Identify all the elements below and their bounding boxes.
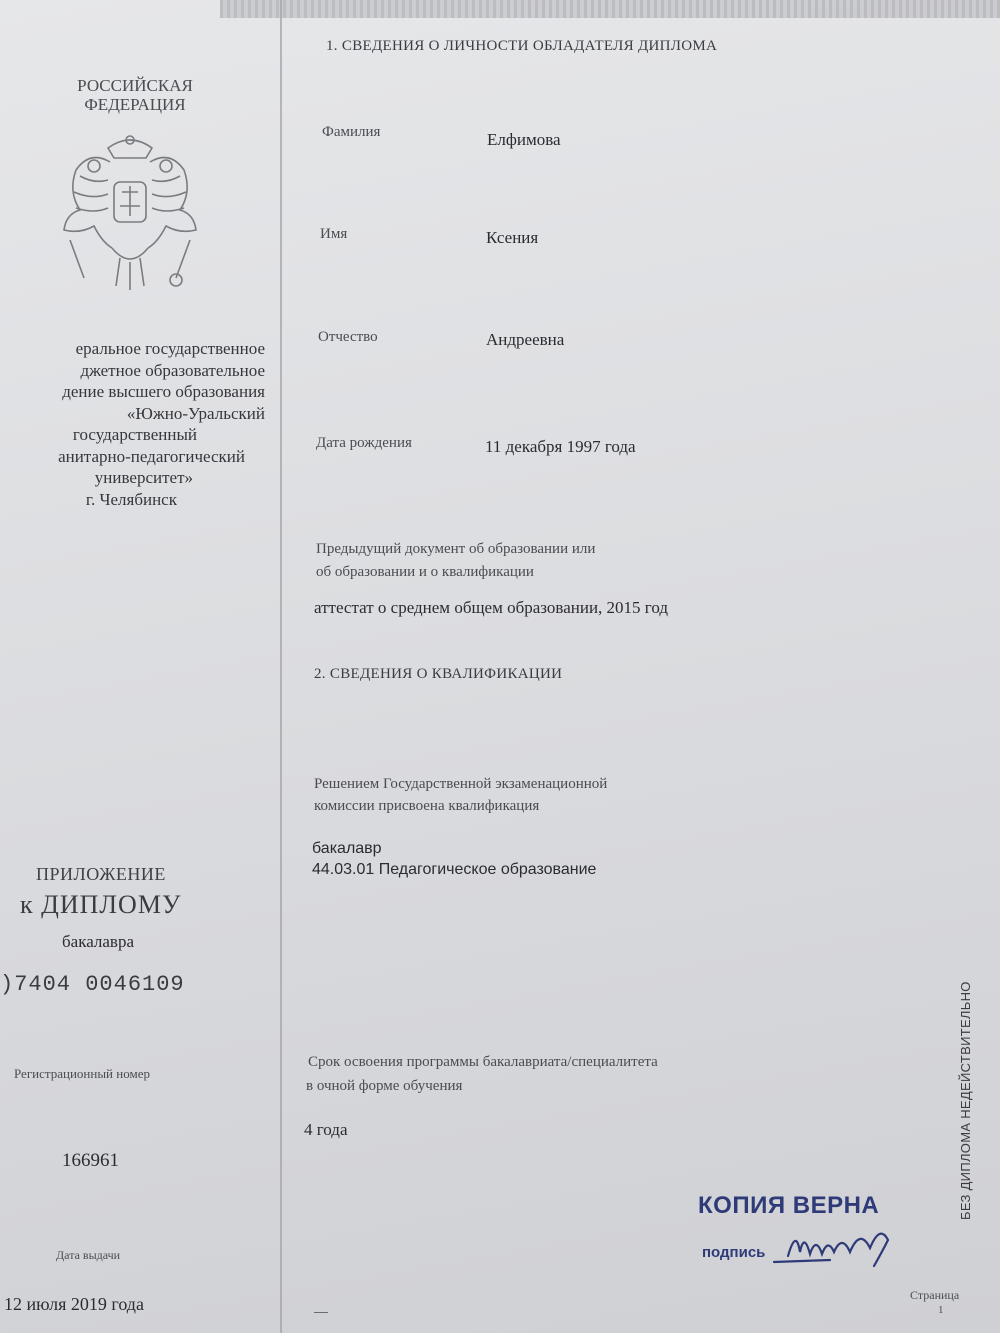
country-line-1: РОССИЙСКАЯ (77, 76, 193, 95)
patronymic-label: Отчество (318, 329, 378, 345)
org-line: г. Челябинск (85, 489, 177, 509)
copy-true-stamp: КОПИЯ ВЕРНА (698, 1192, 880, 1219)
patronymic-value: Андреевна (486, 330, 565, 349)
surname-value: Елфимова (487, 130, 561, 149)
org-line: государственный (72, 425, 197, 444)
surname-label: Фамилия (322, 124, 381, 140)
qualification-line-2: 44.03.01 Педагогическое образование (312, 861, 597, 878)
term-label-2: в очной форме обучения (306, 1078, 463, 1094)
page-number: 1 (938, 1304, 944, 1316)
decision-line-2: комиссии присвоена квалификация (314, 798, 540, 814)
top-edge-strip (220, 0, 1000, 18)
degree-level: бакалавра (62, 932, 134, 951)
signature-label: подпись (702, 1244, 766, 1261)
name-label: Имя (320, 226, 348, 242)
serial-number: )7404 0046109 (0, 972, 185, 997)
prev-doc-label-1: Предыдущий документ об образовании или (316, 541, 596, 557)
birth-date-value: 11 декабря 1997 года (485, 437, 636, 456)
org-line: анитарно-педагогический (58, 446, 245, 466)
section2-title: 2. СВЕДЕНИЯ О КВАЛИФИКАЦИИ (314, 666, 563, 682)
country-name (60, 76, 210, 114)
term-value: 4 года (304, 1120, 348, 1139)
issue-date-label: Дата выдачи (56, 1248, 121, 1262)
registration-number: 166961 (62, 1150, 119, 1171)
birth-date-label: Дата рождения (316, 435, 412, 451)
country-line-2: ФЕДЕРАЦИЯ (84, 95, 186, 114)
issue-date: 12 июля 2019 года (4, 1294, 144, 1314)
org-line: университет» (94, 468, 193, 487)
org-line: еральное государственное (75, 339, 265, 358)
footer-dash (314, 1312, 328, 1313)
qualification-line-1: бакалавр (312, 840, 382, 857)
prev-doc-value: аттестат о среднем общем образовании, 2015 год (314, 598, 669, 617)
page-label: Страница (910, 1288, 960, 1302)
diploma-title: к ДИПЛОМУ (20, 890, 182, 919)
signature-icon (770, 1222, 910, 1272)
coat-of-arms-icon (50, 130, 210, 295)
name-value: Ксения (486, 228, 539, 247)
appendix-title: ПРИЛОЖЕНИЕ (36, 864, 166, 884)
registration-label: Регистрационный номер (14, 1066, 150, 1081)
term-label-1: Срок освоения программы бакалавриата/специалитета (308, 1054, 658, 1070)
decision-line-1: Решением Государственной экзаменационной (314, 776, 608, 792)
prev-doc-label-2: об образовании и о квалификации (316, 564, 534, 580)
section1-title: 1. СВЕДЕНИЯ О ЛИЧНОСТИ ОБЛАДАТЕЛЯ ДИПЛОМА (326, 38, 718, 54)
fold-line (280, 0, 282, 1333)
org-line: дение высшего образования (62, 382, 265, 401)
org-line: джетное образовательное (80, 360, 265, 380)
organization-name (0, 338, 285, 510)
org-line: «Южно-Уральский (126, 403, 265, 423)
side-validity-note: БЕЗ ДИПЛОМА НЕДЕЙСТВИТЕЛЬНО (958, 981, 973, 1220)
